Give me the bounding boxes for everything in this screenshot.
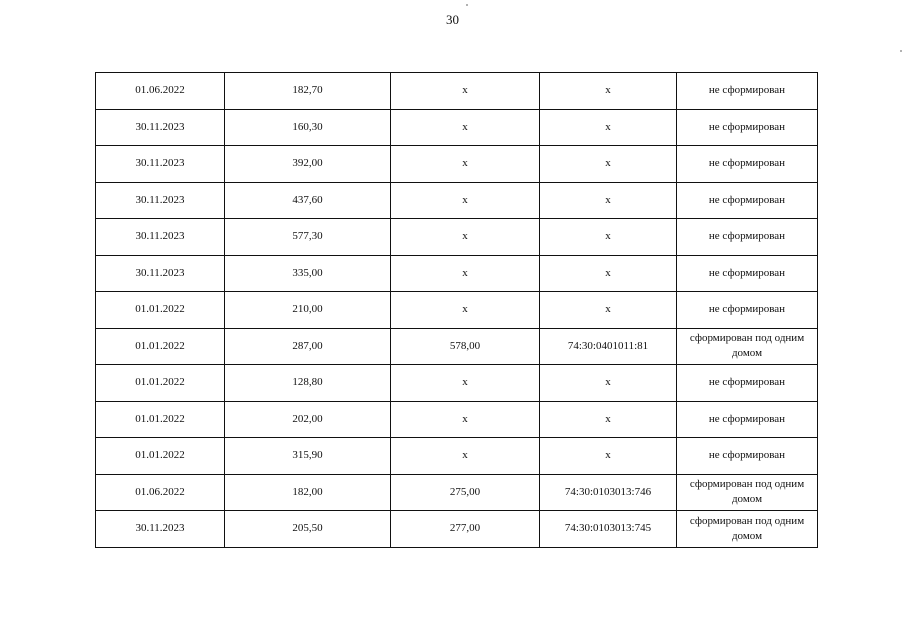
cadastral-number-cell: х <box>540 109 677 146</box>
status-cell: сформирован под одним домом <box>677 328 818 365</box>
registry-table <box>95 72 818 548</box>
cadastral-number-cell: х <box>540 73 677 110</box>
cadastral-number-cell: х <box>540 365 677 402</box>
cadastral-number-cell: х <box>540 255 677 292</box>
table-row <box>96 511 818 548</box>
table-row <box>96 255 818 292</box>
land-area-cell: х <box>391 109 540 146</box>
date-cell: 30.11.2023 <box>96 511 225 548</box>
status-cell: не сформирован <box>677 219 818 256</box>
land-area-cell: х <box>391 146 540 183</box>
land-area-cell: х <box>391 365 540 402</box>
land-area-cell: х <box>391 255 540 292</box>
land-area-cell: 277,00 <box>391 511 540 548</box>
cadastral-number-cell: х <box>540 292 677 329</box>
cadastral-number-cell: х <box>540 438 677 475</box>
status-cell: сформирован под одним домом <box>677 511 818 548</box>
area-cell: 202,00 <box>225 401 391 438</box>
date-cell: 01.06.2022 <box>96 73 225 110</box>
date-cell: 01.01.2022 <box>96 401 225 438</box>
status-cell: не сформирован <box>677 182 818 219</box>
table-row <box>96 219 818 256</box>
area-cell: 315,90 <box>225 438 391 475</box>
land-area-cell: 578,00 <box>391 328 540 365</box>
status-cell: сформирован под одним домом <box>677 474 818 511</box>
status-cell: не сформирован <box>677 401 818 438</box>
table-row <box>96 182 818 219</box>
cadastral-number-cell: 74:30:0103013:746 <box>540 474 677 511</box>
cadastral-number-cell: х <box>540 219 677 256</box>
status-cell: не сформирован <box>677 255 818 292</box>
date-cell: 30.11.2023 <box>96 182 225 219</box>
status-cell: не сформирован <box>677 365 818 402</box>
status-cell: не сформирован <box>677 146 818 183</box>
area-cell: 577,30 <box>225 219 391 256</box>
area-cell: 160,30 <box>225 109 391 146</box>
status-cell: не сформирован <box>677 73 818 110</box>
date-cell: 01.01.2022 <box>96 438 225 475</box>
cadastral-number-cell: 74:30:0103013:745 <box>540 511 677 548</box>
table-body <box>96 73 818 548</box>
table-row <box>96 365 818 402</box>
area-cell: 437,60 <box>225 182 391 219</box>
area-cell: 335,00 <box>225 255 391 292</box>
date-cell: 30.11.2023 <box>96 255 225 292</box>
area-cell: 210,00 <box>225 292 391 329</box>
cadastral-number-cell: х <box>540 182 677 219</box>
land-area-cell: х <box>391 73 540 110</box>
table-row <box>96 401 818 438</box>
date-cell: 30.11.2023 <box>96 219 225 256</box>
land-area-cell: х <box>391 219 540 256</box>
date-cell: 30.11.2023 <box>96 109 225 146</box>
table-row <box>96 73 818 110</box>
table-row <box>96 146 818 183</box>
land-area-cell: х <box>391 292 540 329</box>
area-cell: 392,00 <box>225 146 391 183</box>
land-area-cell: х <box>391 401 540 438</box>
cadastral-number-cell: х <box>540 401 677 438</box>
date-cell: 01.01.2022 <box>96 365 225 402</box>
area-cell: 182,00 <box>225 474 391 511</box>
table-row <box>96 328 818 365</box>
land-area-cell: 275,00 <box>391 474 540 511</box>
scan-speck <box>466 4 468 6</box>
scan-speck <box>900 50 902 52</box>
land-area-cell: х <box>391 438 540 475</box>
land-area-cell: х <box>391 182 540 219</box>
area-cell: 287,00 <box>225 328 391 365</box>
date-cell: 01.06.2022 <box>96 474 225 511</box>
cadastral-number-cell: х <box>540 146 677 183</box>
date-cell: 30.11.2023 <box>96 146 225 183</box>
table-row <box>96 292 818 329</box>
table-row <box>96 438 818 475</box>
status-cell: не сформирован <box>677 438 818 475</box>
area-cell: 205,50 <box>225 511 391 548</box>
page-number: 30 <box>446 12 459 27</box>
date-cell: 01.01.2022 <box>96 328 225 365</box>
status-cell: не сформирован <box>677 109 818 146</box>
table-row <box>96 109 818 146</box>
area-cell: 182,70 <box>225 73 391 110</box>
table-row <box>96 474 818 511</box>
cadastral-number-cell: 74:30:0401011:81 <box>540 328 677 365</box>
area-cell: 128,80 <box>225 365 391 402</box>
status-cell: не сформирован <box>677 292 818 329</box>
date-cell: 01.01.2022 <box>96 292 225 329</box>
